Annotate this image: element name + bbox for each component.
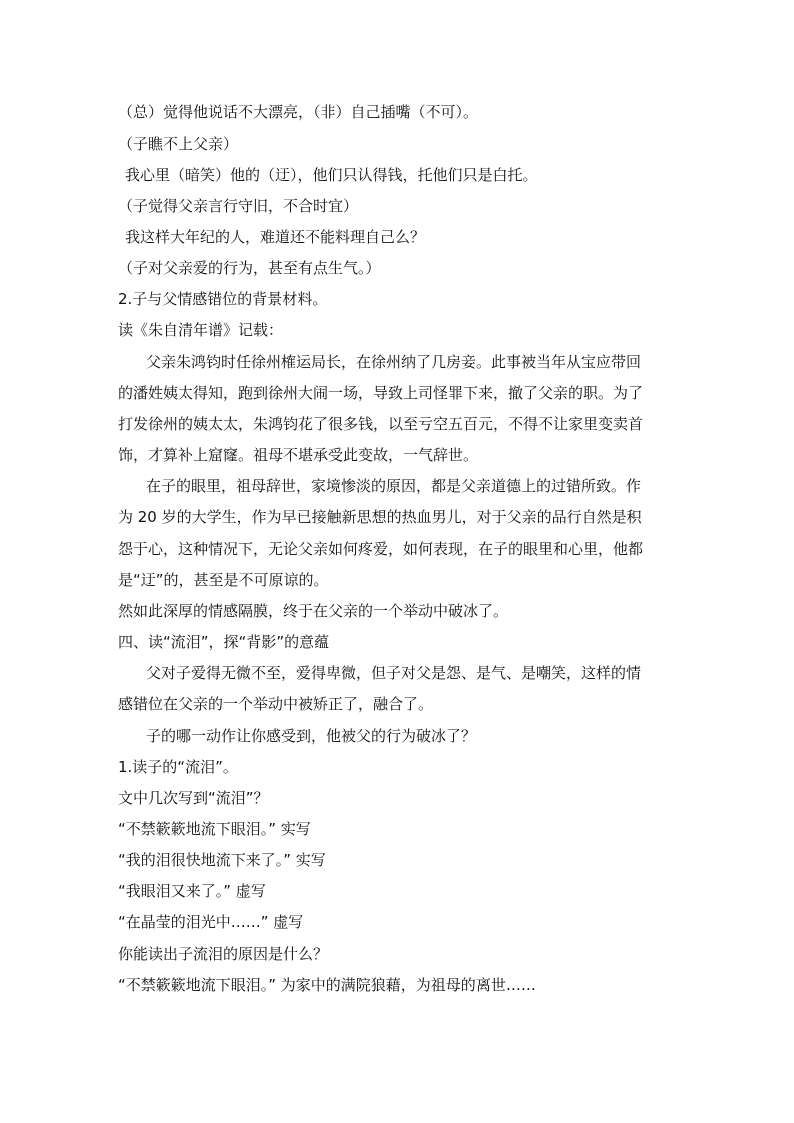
text-line: 然如此深厚的情感隔膜，终于在父亲的一个举动中破冰了。: [118, 602, 509, 620]
paragraph-line: 感错位在父亲的一个举动中被矫正了，融合了。: [118, 695, 434, 713]
paragraph-line: 父亲朱鸿钧时任徐州榷运局长，在徐州纳了几房妾。此事被当年从宝应带回: [146, 353, 642, 371]
paragraph-line: 是“迂”的，甚至是不可原谅的。: [118, 571, 329, 589]
paragraph-line: 为 20 岁的大学生，作为早已接触新思想的热血男儿，对于父亲的品行自然是积: [118, 508, 642, 526]
paragraph-line: 在子的眼里，祖母辞世，家境惨淡的原因，都是父亲道德上的过错所致。作: [146, 477, 642, 495]
text-line: （子瞧不上父亲）: [118, 135, 239, 153]
text-line: 我心里（暗笑）他的（迂），他们只认得钱，托他们只是白托。: [125, 166, 538, 184]
question-line: 文中几次写到“流泪”？: [118, 789, 269, 807]
quote-line: “在晶莹的泪光中……” 虚写: [118, 913, 304, 931]
quote-line: “不禁簌簌地流下眼泪。” 实写: [118, 820, 311, 838]
text-line: 读《朱自清年谱》记载：: [118, 321, 284, 339]
text-line: （子对父亲爱的行为，甚至有点生气。）: [118, 259, 381, 277]
paragraph-line: 怨于心，这种情况下，无论父亲如何疼爱，如何表现，在子的眼里和心里，他都: [118, 540, 644, 558]
paragraph-line: 的潘姓姨太得知，跑到徐州大闹一场，导致上司怪罪下来，撤了父亲的职。为了: [118, 384, 644, 402]
paragraph-line: 打发徐州的姨太太，朱鸿钧花了很多钱，以至亏空五百元，不得不让家里变卖首: [118, 415, 644, 433]
paragraph-line: 父对子爱得无微不至，爱得卑微，但子对父是怨、是气、是嘲笑，这样的情: [146, 664, 642, 682]
section-subheading: 2.子与父情感错位的背景材料。: [118, 290, 328, 308]
quote-line: “不禁簌簌地流下眼泪。” 为家中的满院狼藉，为祖母的离世……: [118, 976, 536, 994]
section-heading: 四、读“流泪”，探“背影”的意蕴: [118, 633, 330, 651]
section-subheading: 1.读子的“流泪”。: [118, 758, 238, 776]
text-line: 我这样大年纪的人，难道还不能料理自己么？: [125, 228, 426, 246]
text-line: （子觉得父亲言行守旧，不合时宜）: [118, 197, 359, 215]
paragraph-line: 饰，才算补上窟窿。祖母不堪承受此变故，一气辞世。: [118, 446, 479, 464]
text-line: （总）觉得他说话不大漂亮，（非）自己插嘴（不可）。: [118, 103, 479, 121]
question-line: 子的哪一动作让你感受到，他被父的行为破冰了？: [146, 727, 477, 745]
quote-line: “我的泪很快地流下来了。” 实写: [118, 851, 326, 869]
question-line: 你能读出子流泪的原因是什么？: [118, 945, 329, 963]
quote-line: “我眼泪又来了。” 虚写: [118, 882, 266, 900]
